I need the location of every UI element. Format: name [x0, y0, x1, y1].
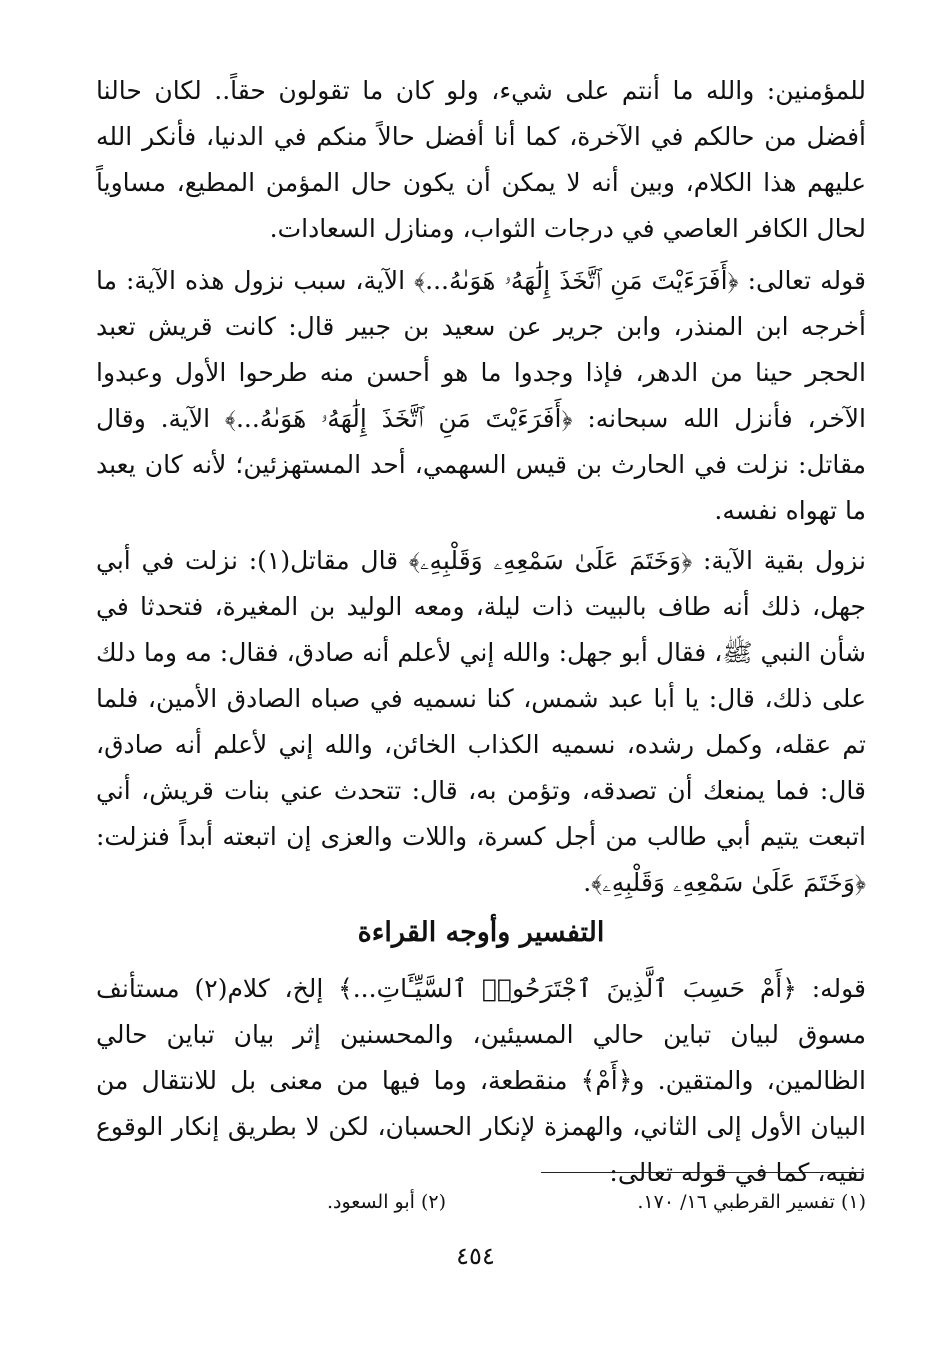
- paragraph-2-text: قوله تعالى: ﴿أَفَرَءَيْتَ مَنِ ٱتَّخَذَ إِلَٰهَهُۥ هَوَىٰهُ...﴾ الآية، سبب نزول هذه الآية: ما أخرجه ابن المنذر، وابن جرير عن سعيد بن جبير قال: كانت قريش تعبد الحجر حينا من الدهر، فإذا وجدوا ما هو أحسن منه طرحوا الأول وعبدوا الآخر، فأنزل الله سبحانه: ﴿أَفَرَءَيْتَ مَنِ ٱتَّخَذَ إِلَٰهَهُۥ هَوَىٰهُ...﴾ الآية. وقال مقاتل: نزلت في الحارث بن قيس السهمي، أحد المستهزئين؛ لأنه كان يعبد ما تهواه نفسه.: [96, 266, 866, 525]
- paragraph-1: [96, 68, 866, 252]
- paragraph-2: [96, 258, 866, 534]
- paragraph-1-text: للمؤمنين: والله ما أنتم على شيء، ولو كان ما تقولون حقاً.. لكان حالنا أفضل من حالكم في الآخرة، كما أنا أفضل حالاً منكم في الدنيا، فأنكر الله عليهم هذا الكلام، وبين أنه لا يمكن أن يكون حال المؤمن المطيع، مساوياً لحال الكافر العاصي في درجات الثواب، ومنازل السعادات.: [96, 76, 866, 243]
- footnote-1: (١) تفسير القرطبي ١٦/ ١٧٠.: [637, 1191, 866, 1213]
- paragraph-3-text: نزول بقية الآية: ﴿وَخَتَمَ عَلَىٰ سَمْعِهِۦ وَقَلْبِهِۦ﴾ قال مقاتل(١): نزلت في أبي جهل، ذلك أنه طاف بالبيت ذات ليلة، ومعه الوليد بن المغيرة، فتحدثا في شأن النبي ﷺ، فقال أبو جهل: والله إني لأعلم أنه صادق، فقال: مه وما دلك على ذلك، قال: يا أبا عبد شمس، كنا نسميه في صباه الصادق الأمين، فلما تم عقله، وكمل رشده، نسميه الكذاب الخائن، والله إني لأعلم أنه صادق، قال: فما يمنعك أن تصدقه، وتؤمن به، قال: تتحدث عني بنات قريش، أني اتبعت يتيم أبي طالب من أجل كسرة، واللات والعزى إن اتبعته أبداً فنزلت: ﴿وَخَتَمَ عَلَىٰ سَمْعِهِۦ وَقَلْبِهِۦ﴾.: [96, 546, 866, 897]
- section-heading: التفسير وأوجه القراءة: [357, 917, 605, 948]
- paragraph-4: [96, 966, 866, 1196]
- page-number: ٤٥٤: [456, 1242, 495, 1270]
- footnote-2: (٢) أبو السعود.: [326, 1191, 446, 1213]
- paragraph-3: [96, 538, 866, 906]
- paragraph-4-text: قوله: ﴿أَمْ حَسِبَ ٱلَّذِينَ ٱجْتَرَحُوا۟ ٱلسَّيِّـَٔاتِ...﴾ إلخ، كلام(٢) مستأنف مسوق لبيان تباين حالي المسيئين، والمحسنين إثر بيان تباين حالي الظالمين، والمتقين. و﴿أَمْ﴾ منقطعة، وما فيها من معنى بل للانتقال من البيان الأول إلى الثاني، والهمزة لإنكار الحسبان، لكن لا بطريق إنكار الوقوع نفيه، كما في قوله تعالى:: [96, 974, 866, 1187]
- footnotes: [96, 1186, 866, 1218]
- footnote-divider: [541, 1172, 864, 1173]
